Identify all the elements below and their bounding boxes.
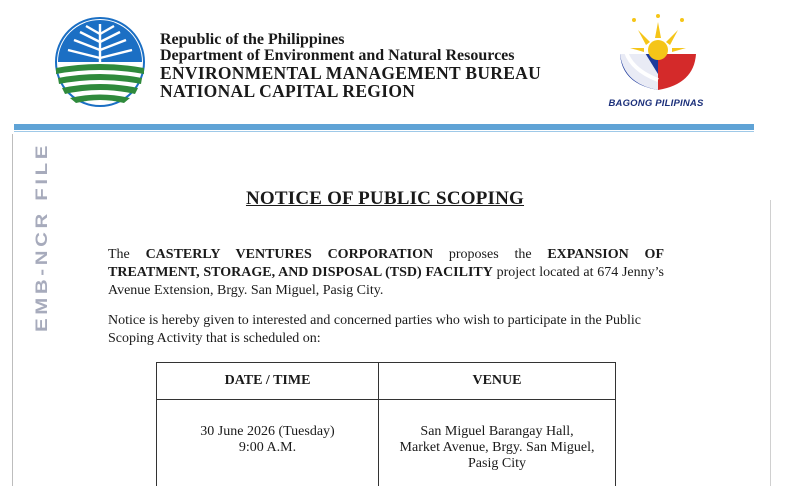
header-bureau: ENVIRONMENTAL MANAGEMENT BUREAU [160, 63, 542, 83]
schedule-date: 30 June 2026 (Tuesday) [200, 424, 335, 439]
bagong-pilipinas-logo-icon [612, 14, 704, 94]
denr-logo-icon [48, 14, 152, 110]
table-row [157, 400, 616, 486]
received-stamp [30, 138, 54, 334]
column-date-time: DATE / TIME [157, 363, 379, 400]
venue-line-3: Pasig City [468, 456, 526, 471]
stamp-text: EMB-NCR FILE [32, 174, 51, 332]
table-header-row [157, 363, 616, 400]
header-region: NATIONAL CAPITAL REGION [160, 81, 416, 101]
right-margin-line [770, 200, 771, 486]
schedule-time: 9:00 A.M. [238, 440, 297, 455]
venue-line-1: San Miguel Barangay Hall, [420, 424, 574, 439]
left-margin-line [12, 134, 13, 486]
venue-line-2: Market Avenue, Brgy. San Miguel, [399, 440, 595, 455]
notice-paragraph-2: Notice is hereby given to interested and concerned parties who wish to participate in the Public Scoping Activity that is scheduled on: [108, 313, 642, 346]
company-name: CASTERLY VENTURES CORPORATION [145, 247, 434, 262]
project-name: EXPANSION OF TREATMENT, STORAGE, AND DISPOSAL (TSD) FACILITY [108, 247, 664, 280]
notice-paragraph-1 [108, 246, 664, 300]
header-divider-thin [14, 131, 754, 132]
bagong-pilipinas-caption: BAGONG PILIPINAS [608, 98, 704, 109]
column-venue: VENUE [379, 363, 616, 400]
schedule-table [156, 362, 616, 486]
header-divider [14, 124, 754, 130]
cell-date-time [157, 400, 379, 486]
p1-mid: proposes the [433, 247, 548, 262]
agency-header [160, 32, 541, 100]
header-republic: Republic of the Philippines [160, 31, 345, 48]
notice-title: NOTICE OF PUBLIC SCOPING [245, 188, 525, 209]
header-department: Department of Environment and Natural Resources [160, 47, 515, 64]
cell-venue [379, 400, 616, 486]
p1-intro: The [108, 247, 146, 262]
p1-location: project located at 674 Jenny’s Avenue Extension, Brgy. San Miguel, Pasig City. [108, 265, 664, 298]
